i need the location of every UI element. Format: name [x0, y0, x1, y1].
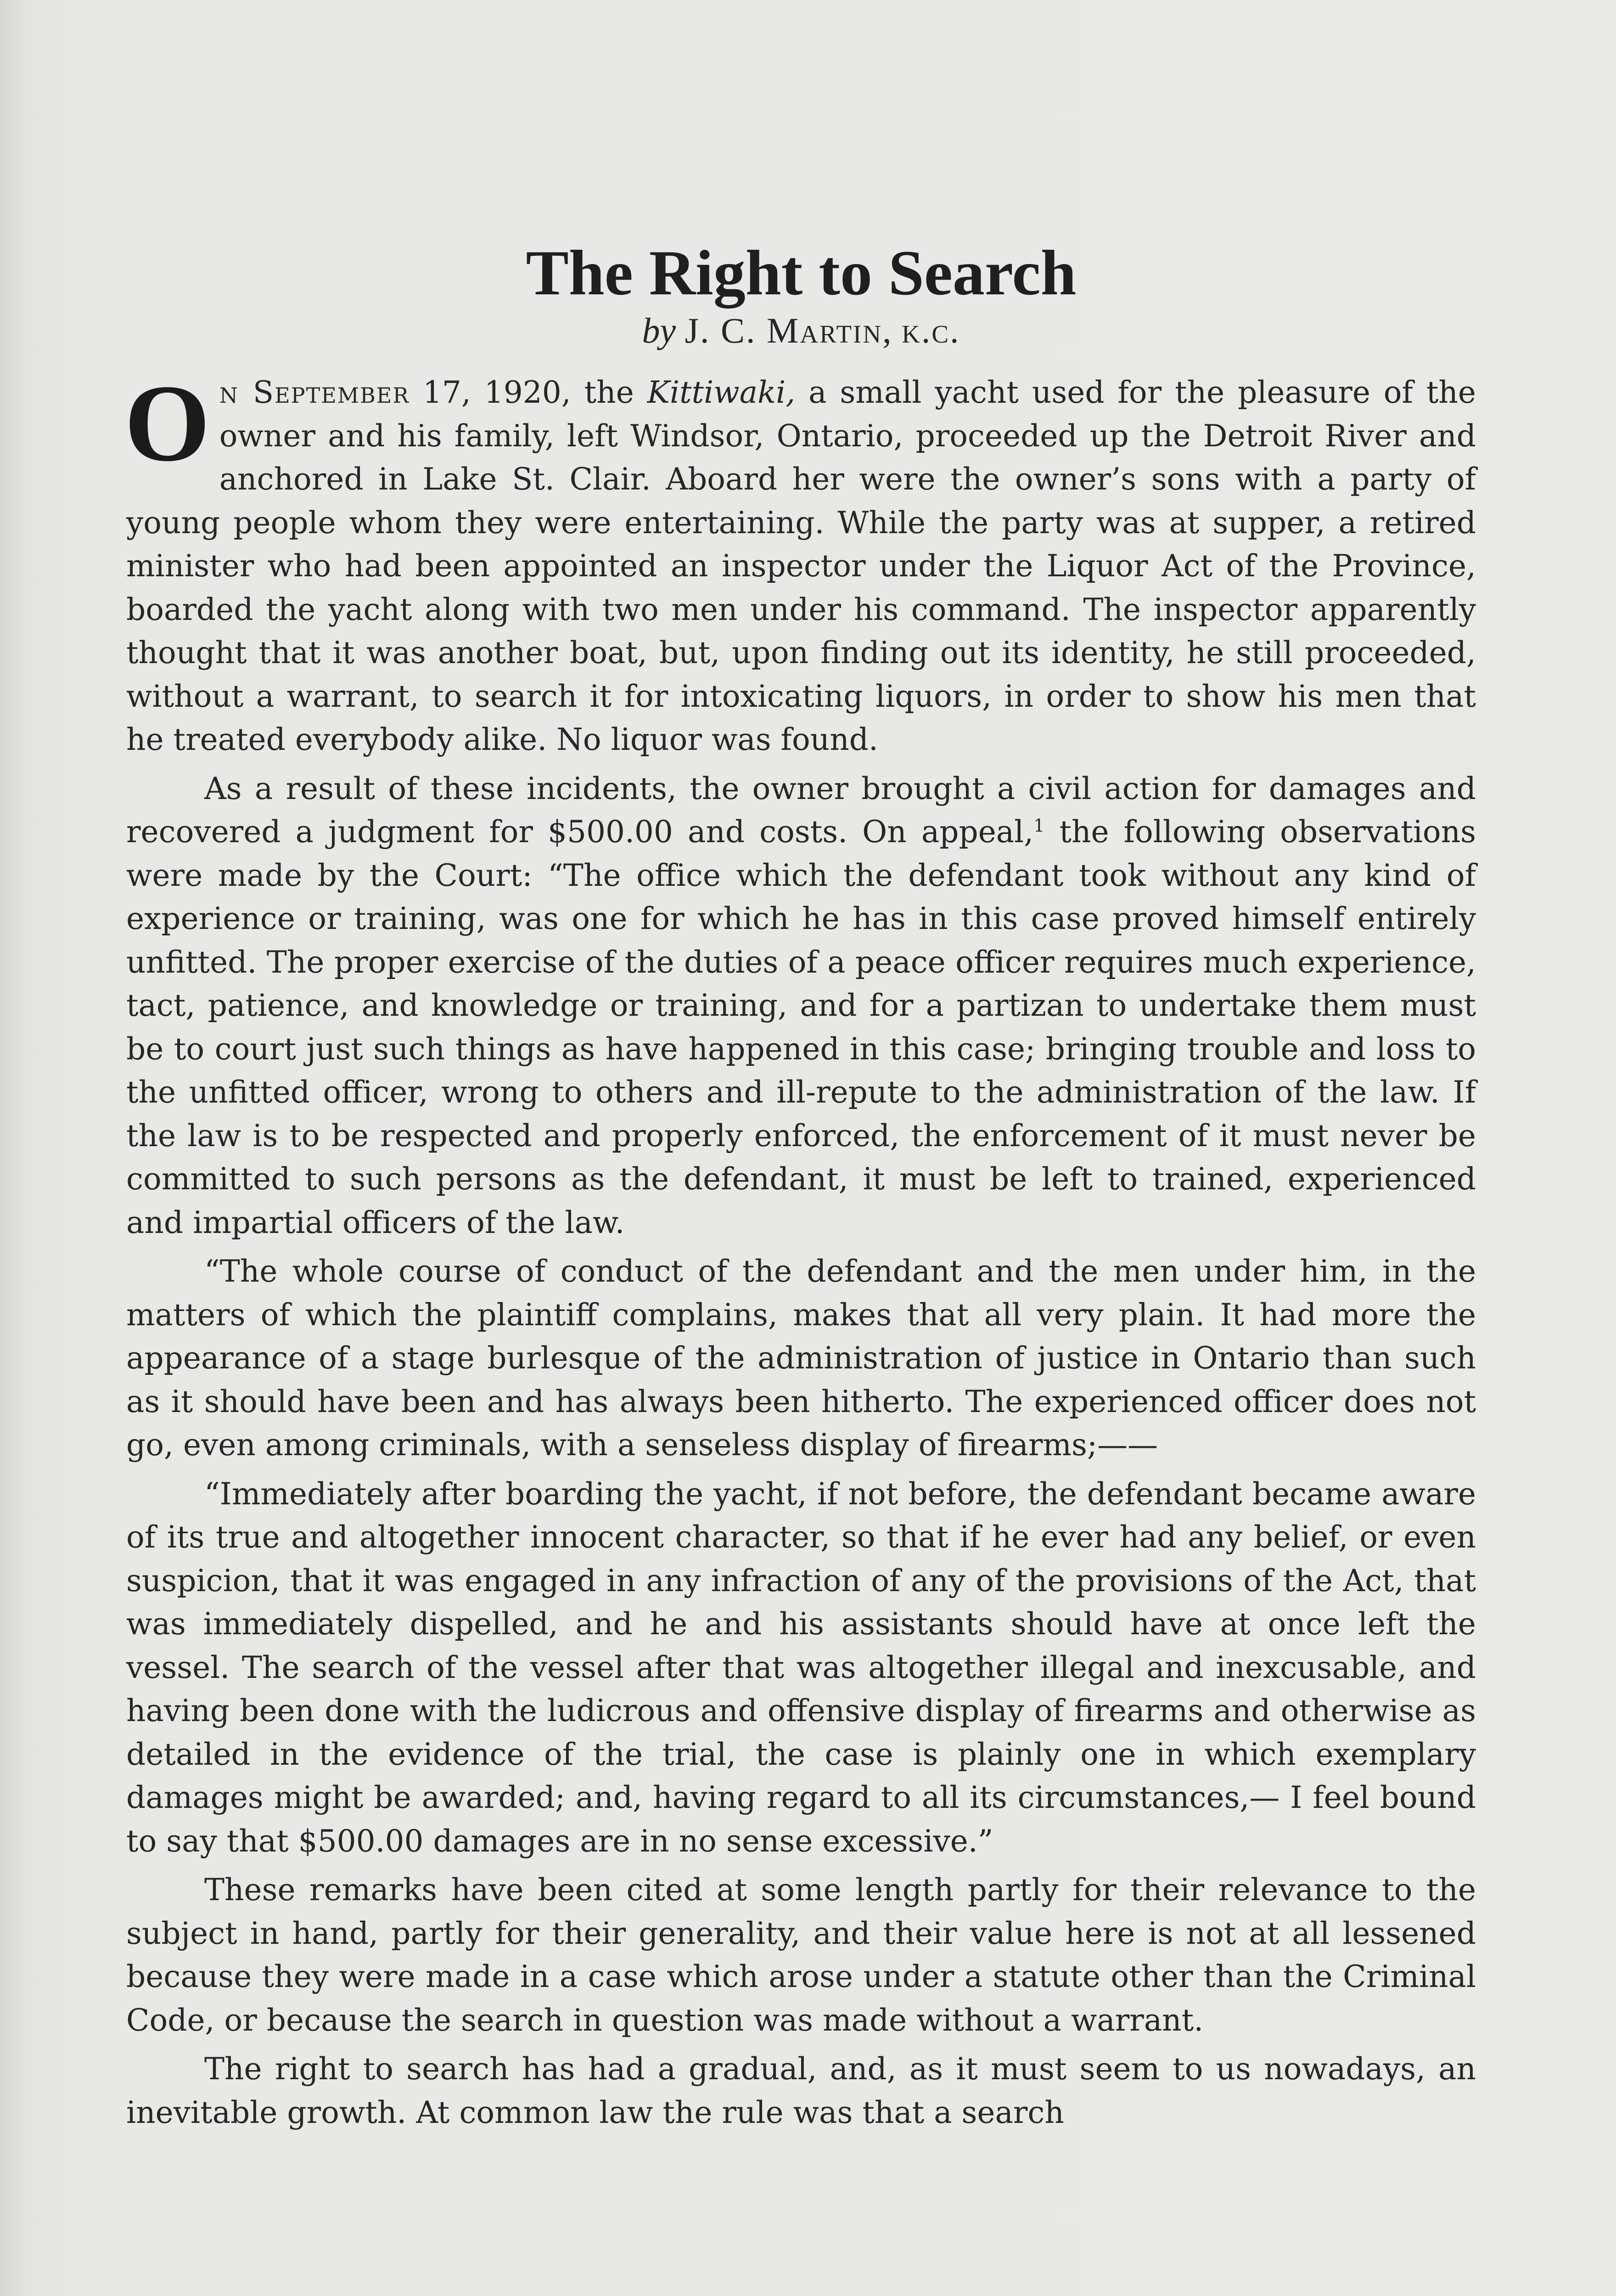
byline-prefix: by: [642, 310, 676, 350]
paragraph-2: [126, 767, 1476, 1245]
paragraph-6: The right to search has had a gradual, and, as it must seem to us nowadays, an inevitable growth. At common law the rule was that a search: [126, 2051, 1476, 2130]
article-title: The Right to Search: [526, 237, 1077, 309]
paragraph-2-text-b: the following observations were made by the Court: “The office which the defendant took without any kind of experience or training, was one for which he has in this case proved himself entirely unfitted. The proper exercise of the duties of a peace officer requires much experience, tact, patience, and knowledge or training, and for a partizan to undertake them must be to court just such things as have happened in this case; bringing trouble and loss to the unfitted officer, wrong to others and ill-repute to the administration of the law. If the law is to be respected and properly enforced, the enforcement of it must never be committed to such persons as the defendant, it must be left to trained, experienced and impartial officers of the law.: [126, 814, 1476, 1240]
paragraph-5: These remarks have been cited at some length partly for their relevance to the subject in hand, partly for their generality, and their value here is not at all lessened because they were made in a case which arose under a statute other than the Criminal Code, or because the search in question was made without a warrant.: [126, 1872, 1476, 2038]
byline-suffix: k.c.: [902, 310, 960, 350]
drop-cap: O: [124, 362, 210, 484]
paragraph-1-text-a: 17, 1920, the: [409, 375, 647, 410]
paragraph-2-text-a: As a result of these incidents, the owner brought a civil action for damages and recovered a judgment for $500.00 and costs. On appeal,: [126, 771, 1476, 850]
article-body: [124, 362, 1476, 2134]
paragraph-3: “The whole course of conduct of the defendant and the men under him, in the matters of which the plaintiff complains, makes that all very plain. It had more the appearance of a stage burlesque of the administration of justice in Ontario than such as it should have been and has always been hitherto. The experienced officer does not go, even among criminals, with a senseless display of firearms;——: [126, 1254, 1476, 1463]
vessel-name: Kittiwaki,: [647, 375, 796, 410]
byline: [126, 308, 1476, 354]
paragraph-1: [124, 362, 1476, 762]
footnote-marker: 1: [1033, 816, 1045, 836]
article: [126, 239, 1476, 2134]
paragraph-4: “Immediately after boarding the yacht, if not before, the defendant became aware of its true and altogether innocent character, so that if he ever had any belief, or even suspicion, that it was engaged in any infraction of any of the provisions of the Act, that was immediately dispelled, and he and his assistants should have at once left the vessel. The search of the vessel after that was altogether illegal and inexcusable, and having been done with the ludicrous and offensive display of firearms and otherwise as detailed in the evidence of the trial, the case is plainly one in which exemplary damages might be awarded; and, having regard to all its circumstances,— I feel bound to say that $500.00 damages are in no sense excessive.”: [126, 1476, 1476, 1859]
paragraph-1-lead: n September: [219, 375, 410, 410]
byline-author: J. C. Martin,: [685, 310, 893, 350]
paragraph-1-text-b: a small yacht used for the pleasure of the owner and his family, left Windsor, Ontario, proceeded up the Detroit River and anchored in Lake St. Clair. Aboard her were the owner’s sons with a party of young people whom they were entertaining. While the party was at supper, a retired minister who had been appointed an inspector under the Liquor Act of the Province, boarded the yacht along with two men under his command. The inspector apparently thought that it was another boat, but, upon finding out its identity, he still proceeded, without a warrant, to search it for intoxicating liquors, in order to show his men that he treated everybody alike. No liquor was found.: [126, 375, 1476, 757]
